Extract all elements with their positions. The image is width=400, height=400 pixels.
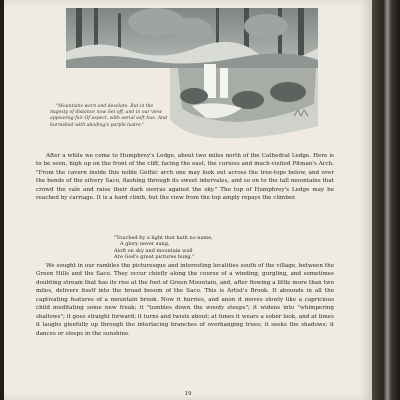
paragraph-artists-brook: We sought in our rambles the picturesque and interesting localities south of the village, between the Green Hills and the Saco. They occur chiefly along the course of a winding, gurgling, and sometimes doubting stream that has its rise at the foot of Green Mountain, and, after flowing a little more than two miles, delivers itself into the broad bosom of the Saco. This is Artist's Brook. It abounds in all the captivating features of a mountain brook. Now it hurries, and anon it moves slowly like a capricious child meditating some new freak; it "tumbles down the woody steeps"; it widens into "whimpering shallows"; it goes straight forward; it turns and twists about; at times it wears a sober look, and at times it laughs gleefully up through the interlacing branches of overhanging trees; it seeks the shadows; it dances or sleeps in the sunshine. — [36, 263, 334, 337]
book-page — [4, 0, 372, 400]
paragraph-humphreys-ledge: After a while we come to Humphrey's Ledge, about two miles north of the Cathedral Ledge. Here is to be seen, high up on the front of the cliff, facing the east, the curious and much-visited Pitman's Arch. "From the cavern inside this noble Gothic arch one may look out across the tree-tops below, and over the bends of the silvery Saco, flashing through its sweet intervales, and so on to the tall mountains that crowd the vale and raise their dark sierras against the sky." The top of Humphrey's Ledge may be reached by carriage. It is a hard climb, but the view from the top amply repays the climber. — [36, 153, 334, 202]
verse-quotation — [114, 235, 294, 261]
verse-line: Aloft on sky and mountain wall — [114, 247, 193, 254]
verse-line: "Touched by a light that hath no name, — [114, 235, 213, 241]
verse-line: Are God's great pictures hung." — [114, 254, 195, 261]
book-spine-edge — [372, 0, 400, 400]
verse-line: A glory never sung, — [120, 241, 170, 248]
illustration-caption: "Mountains worn and desolate, But in the majesty of distance now Set off, and in our view appearing fair Of aspect, with aerial soft hue, And burnished with aboding's purple lustre." — [50, 104, 168, 128]
page-number: 19 — [184, 391, 192, 397]
